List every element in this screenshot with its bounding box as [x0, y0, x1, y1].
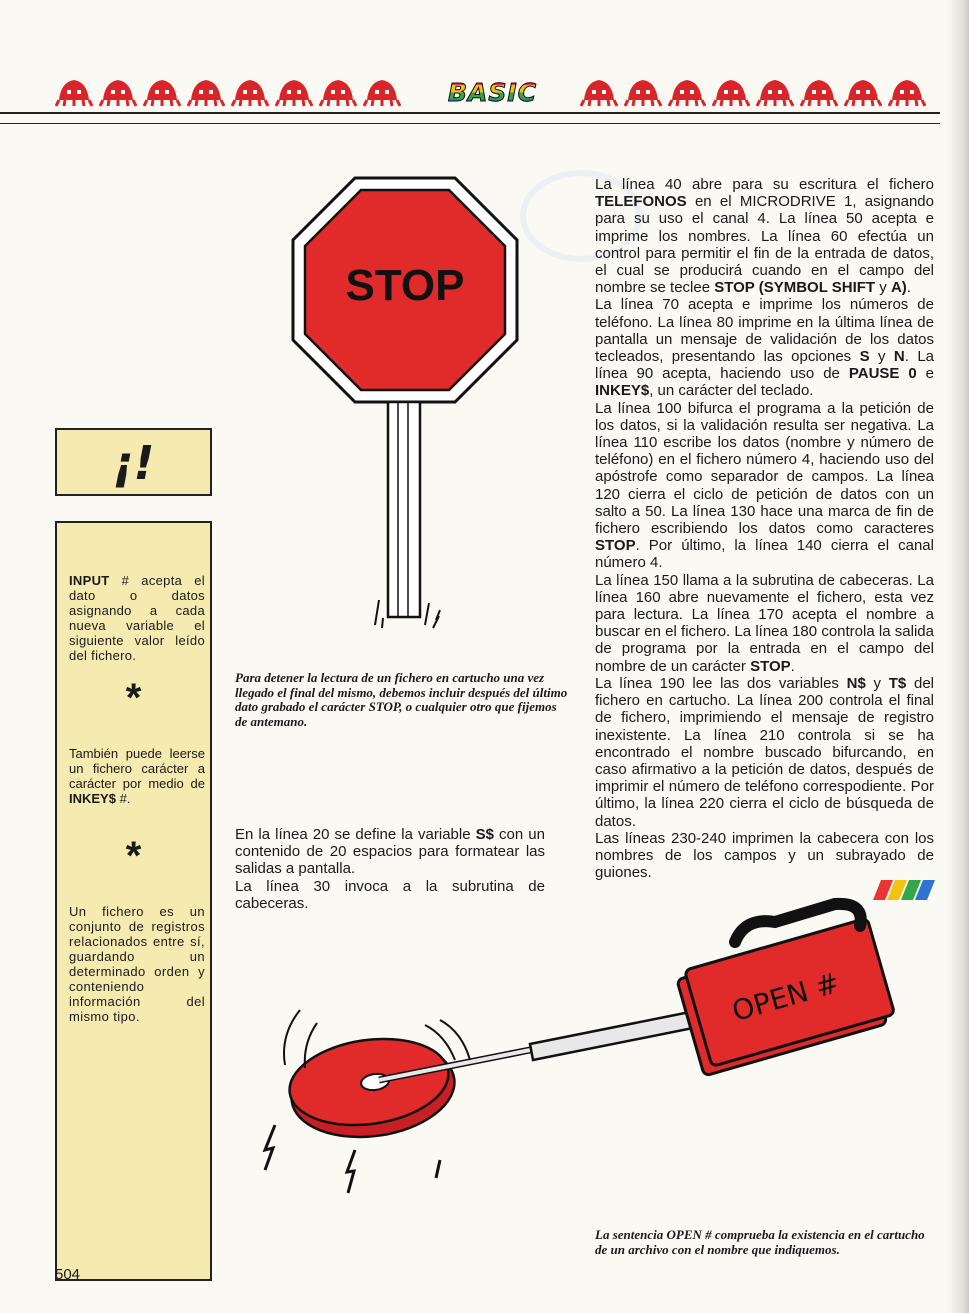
crab-icon: [99, 74, 137, 108]
sidebar-heading: ¡!: [112, 436, 155, 490]
crab-icon: [800, 74, 838, 108]
detector-label: OPEN #: [728, 965, 844, 1028]
detector-box: [675, 918, 895, 1076]
crab-icon: [712, 74, 750, 108]
right-paragraph-6: Las líneas 230-240 imprimen la cabecera con los nombres de los campos y un subrayado de guiones.: [595, 829, 934, 882]
right-paragraph-5: La línea 190 lee las dos variables N$ y T$ del fichero en cartucho. La línea 200 controla el final de fichero, imprimiendo el mensaje de registro inexistente. La línea 210 controla si se ha encontrado el nombre buscado bifurcando, en caso afirmativo a la petición de datos, después de imprimir el número de teléfono correspodiente. Por último, la línea 220 cierra el ciclo de búsqueda de datos.: [595, 674, 934, 830]
left-paragraph-2: La línea 30 invoca a la subrutina de cabeceras.: [235, 877, 545, 912]
header-title: BASIC: [448, 78, 538, 107]
page-number: 504: [55, 1266, 81, 1283]
sidebar-note-2: También puede leerse un fichero carácter a carácter por medio de INKEY$ #.: [69, 746, 205, 806]
header-rule-bottom: [0, 123, 940, 124]
book-spine-shadow: [947, 0, 969, 1313]
right-paragraph-3: La línea 100 bifurca el programa a la petición de los datos, si la validación resulta ser negativa. La línea 110 escribe los datos (nombre y número de teléfono) en el fichero número 4, haciendo uso del apóstrofe como separador de campos. La línea 120 cierra el ciclo de petición de datos con un salto a 50. La línea 130 hace una marca de fin de fichero escribiendo los datos como caracteres STOP. Por último, la línea 140 cierra el canal número 4.: [595, 399, 934, 572]
left-paragraph-1: En la línea 20 se define la variable S$ con un contenido de 20 espacios para formatear las salidas a pantalla.: [235, 826, 545, 878]
crab-icon: [55, 74, 93, 108]
right-paragraph-2: La línea 70 acepta e imprime los números de teléfono. La línea 80 imprime en la última línea de pantalla un mensaje de validación de los datos tecleados, presentando las opciones S y N. La línea 90 acepta, haciendo uso de PAUSE 0 e INKEY$, un carácter del teclado.: [595, 296, 934, 400]
crab-icon: [844, 74, 882, 108]
stop-sign-label: STOP: [345, 261, 465, 310]
crab-decoration-left: [55, 74, 401, 110]
crab-icon: [187, 74, 225, 108]
crab-icon: [231, 74, 269, 108]
crab-icon: [580, 74, 618, 108]
crab-icon: [888, 74, 926, 108]
crab-icon: [668, 74, 706, 108]
asterisk-separator-1: *: [125, 676, 142, 720]
sidebar-heading-box: [55, 428, 212, 496]
stop-sign-illustration: [285, 170, 525, 640]
right-body-text: [595, 176, 934, 881]
sidebar-note-box: [55, 521, 212, 1281]
zap-mark-2: [347, 1150, 355, 1193]
detector-pole: [530, 1008, 713, 1060]
header-rule-top: [0, 112, 940, 114]
sidebar-note-1: INPUT # acepta el dato o datos asignando a cada nueva variable el siguiente valor leído del fichero.: [69, 573, 205, 663]
crab-icon: [143, 74, 181, 108]
stop-sign-post: [388, 402, 420, 617]
right-paragraph-4: La línea 150 llama a la subrutina de cabeceras. La línea 160 abre nuevamente el fichero, esta vez para lectura. La línea 170 acepta el nombre a buscar en el fichero. La línea 180 controla la salida de programa por la entrada en el campo del nombre de un carácter STOP.: [595, 571, 934, 675]
zap-mark-1: [265, 1125, 275, 1170]
crab-icon: [363, 74, 401, 108]
sidebar-note-3: Un fichero es un conjunto de registros relacionados entre sí, guardando un determinado orden y conteniendo información del mismo tipo.: [69, 904, 205, 1024]
open-detector-illustration: [255, 890, 895, 1220]
crab-icon: [624, 74, 662, 108]
crab-icon: [319, 74, 357, 108]
crab-decoration-right: [580, 74, 926, 110]
crab-icon: [275, 74, 313, 108]
asterisk-separator-2: *: [125, 834, 142, 878]
right-paragraph-1: La línea 40 abre para su escritura el fichero TELEFONOS en el MICRODRIVE 1, asignando para su uso el canal 4. La línea 50 acepta e imprime los nombres. La línea 60 efectúa un control para permitir el fin de la entrada de datos, el cual se producirá cuando en el campo del nombre se teclee STOP (SYMBOL SHIFT y A).: [595, 176, 934, 297]
caption-stop: Para detener la lectura de un fichero en cartucho una vez llegado el final del mismo, debemos incluir después del último dato grabado el carácter STOP, o cualquier otro que fijemos de antemano.: [235, 670, 568, 729]
caption-open: La sentencia OPEN # comprueba la existencia en el cartucho de un archivo con el nombre que indiquemos.: [595, 1227, 925, 1257]
crab-icon: [756, 74, 794, 108]
